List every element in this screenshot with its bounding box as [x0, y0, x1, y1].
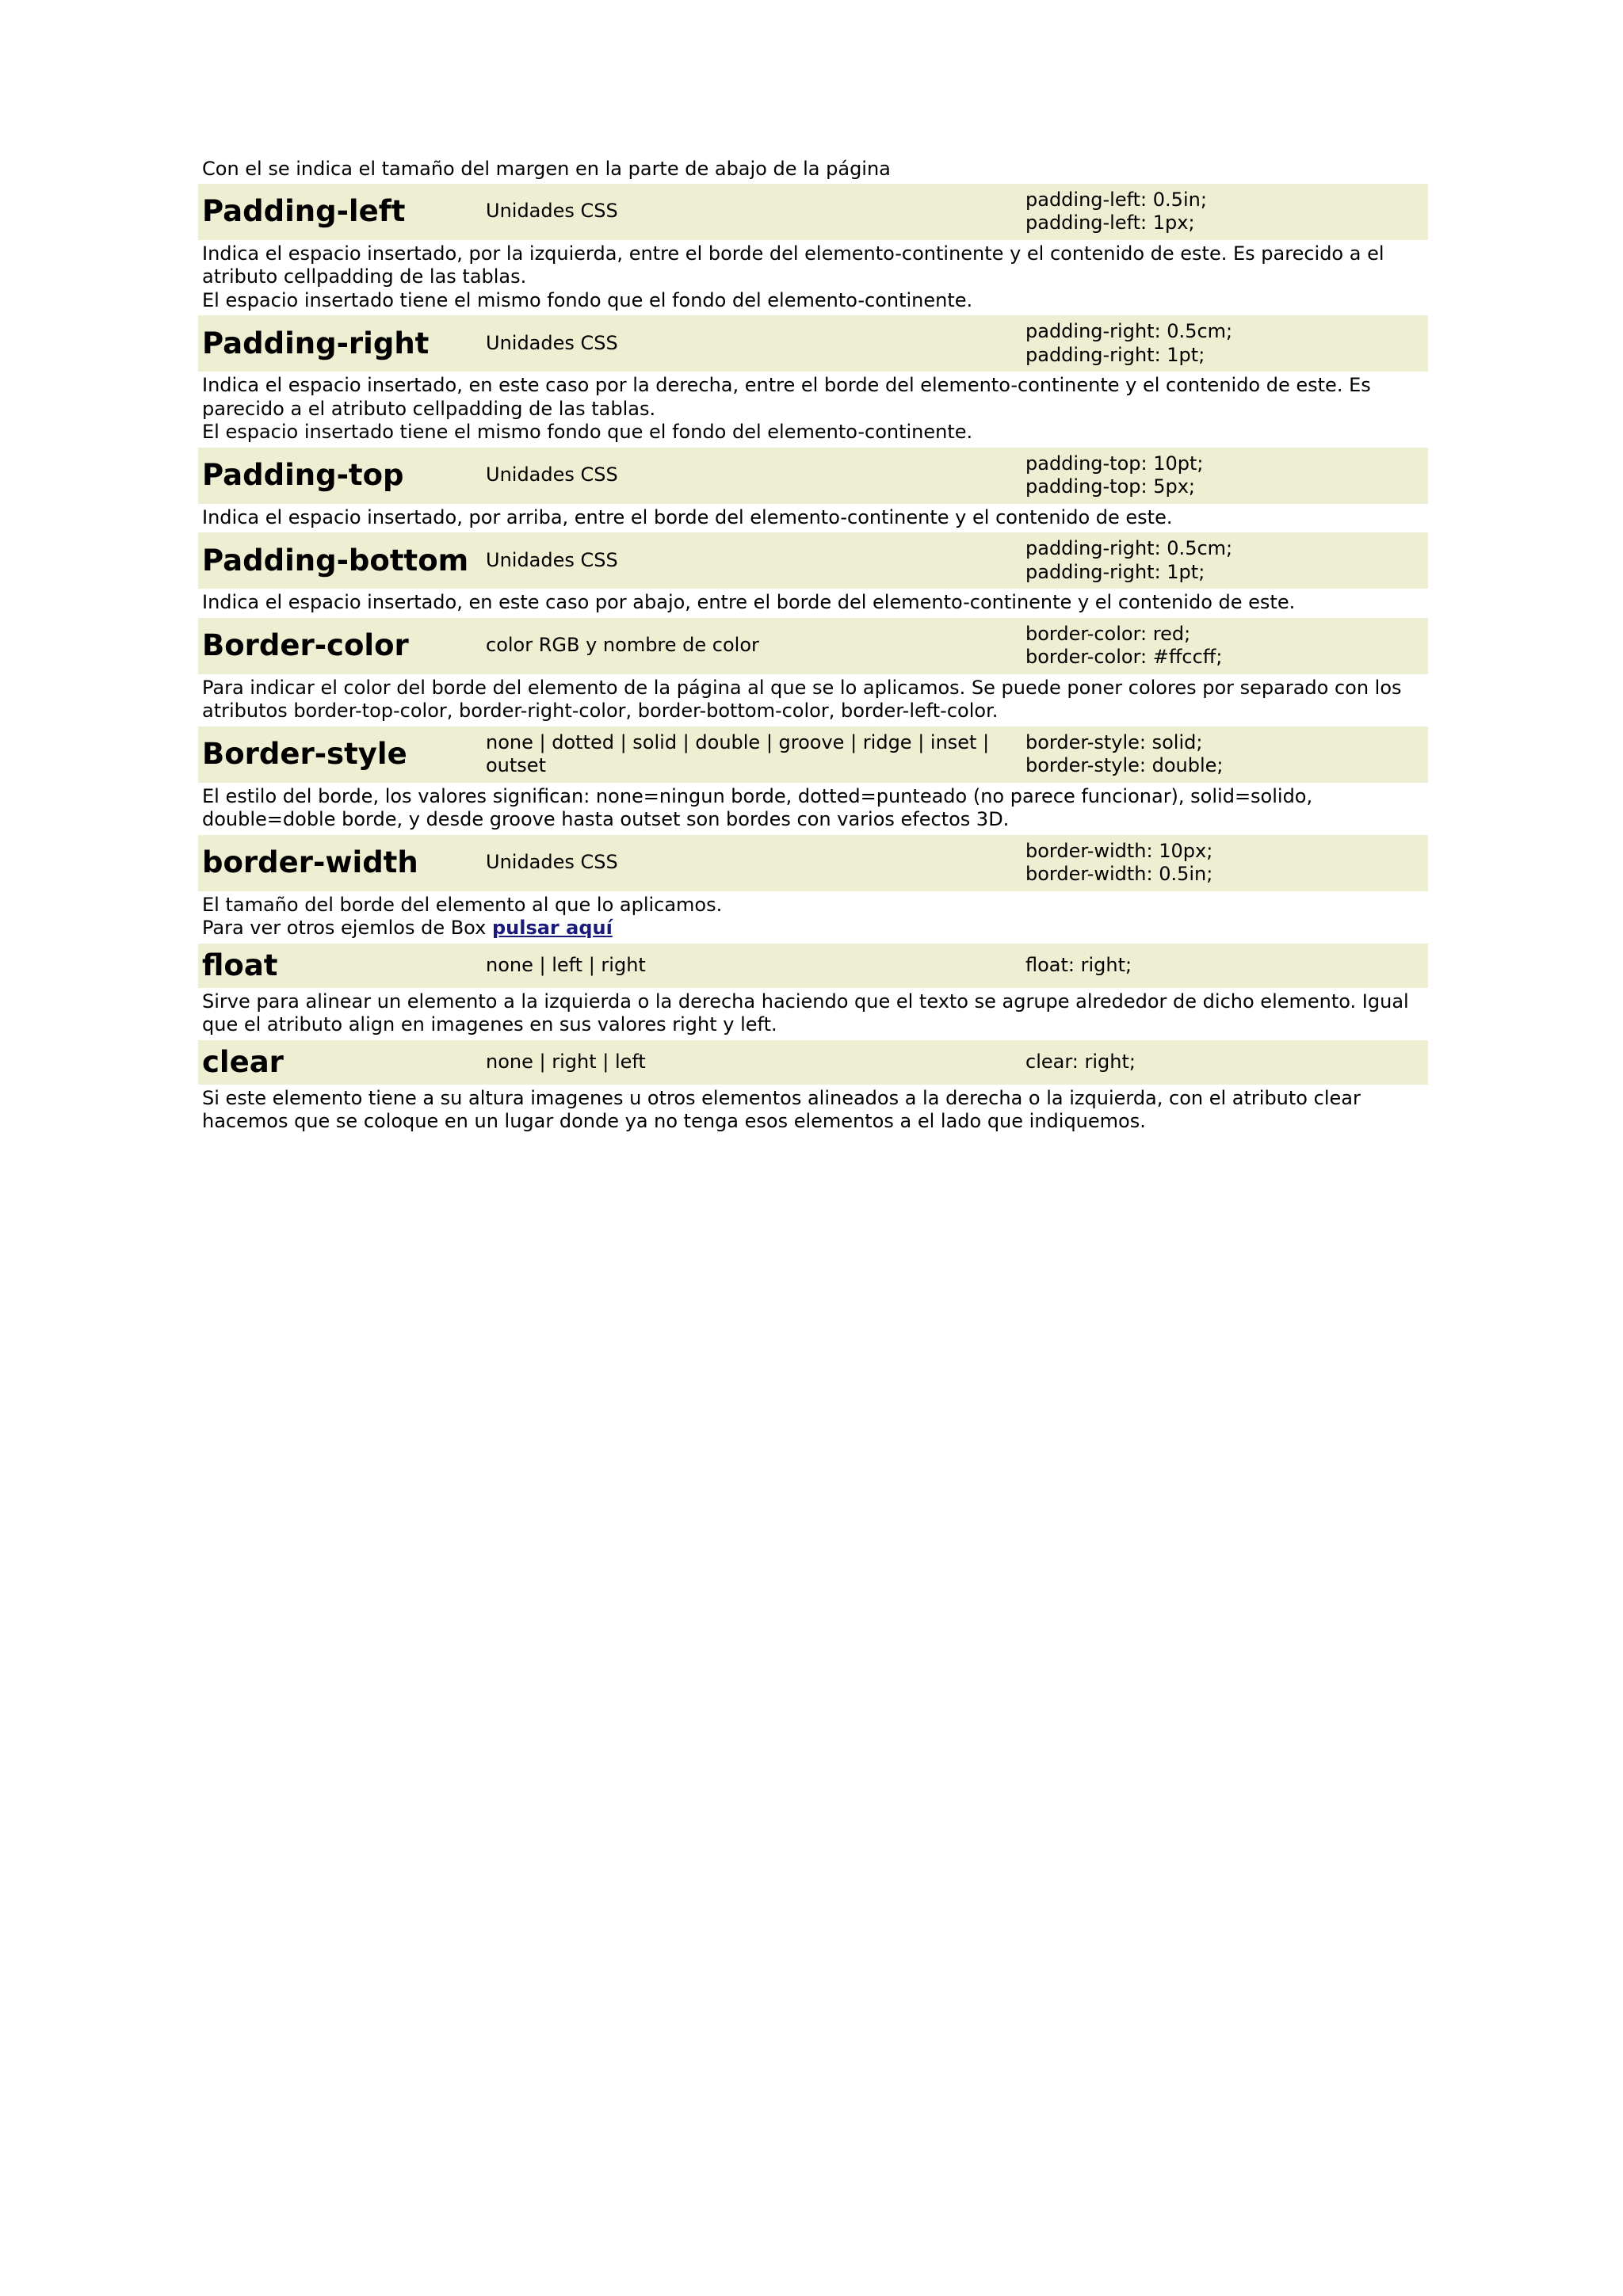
example-line: padding-left: 0.5in;	[1025, 188, 1207, 211]
example-line: padding-right: 0.5cm;	[1025, 537, 1233, 559]
property-values: Unidades CSS	[486, 200, 618, 223]
example-line: padding-right: 1pt;	[1025, 560, 1205, 583]
property-row-border-width	[198, 835, 1428, 891]
description-line: Si este elemento tiene a su altura imagenes u otros elementos alineados a la derecha o la izquierda, con el atributo clear	[202, 1086, 1361, 1109]
description-line: Indica el espacio insertado, en este caso por la derecha, entre el borde del elemento-continente y el contenido de este. Es	[202, 374, 1371, 396]
example-line: padding-right: 1pt;	[1025, 343, 1205, 366]
property-row-padding-left	[198, 184, 1428, 240]
example-line: border-style: solid;	[1025, 730, 1203, 753]
property-examples	[1025, 1051, 1428, 1074]
description-line: El espacio insertado tiene el mismo fondo que el fondo del elemento-continente.	[202, 421, 973, 443]
property-description	[198, 674, 1428, 727]
property-values: none | left | right	[486, 953, 646, 976]
property-values: none | dotted | solid | double | groove | ridge | inset | outset	[486, 730, 990, 776]
intro-text: Con el se indica el tamaño del margen en la parte de abajo de la página	[202, 158, 891, 180]
example-line: padding-right: 0.5cm;	[1025, 320, 1233, 342]
property-examples	[1025, 452, 1428, 499]
property-values: Unidades CSS	[486, 331, 618, 354]
property-name: Padding-left	[202, 194, 406, 228]
description-line: El tamaño del borde del elemento al que lo aplicamos.	[202, 893, 723, 916]
box-examples-link[interactable]: pulsar aquí	[491, 917, 613, 939]
property-examples	[1025, 954, 1428, 978]
property-description	[198, 372, 1428, 448]
example-line: border-width: 0.5in;	[1025, 863, 1213, 885]
property-values: Unidades CSS	[486, 851, 618, 874]
document-body	[198, 158, 1428, 1137]
property-name: Padding-top	[202, 458, 404, 492]
description-line: El estilo del borde, los valores significan: none=ningun borde, dotted=punteado (no parece funcionar), solid=solido,	[202, 784, 1313, 807]
example-line: padding-top: 5px;	[1025, 475, 1196, 498]
property-values: none | right | left	[486, 1050, 646, 1073]
property-row-clear	[198, 1040, 1428, 1085]
property-row-border-color	[198, 618, 1428, 674]
property-examples	[1025, 189, 1428, 235]
description-line: Indica el espacio insertado, por la izquierda, entre el borde del elemento-continente y el contenido de este. Es parecido a el	[202, 242, 1384, 265]
example-line: border-color: #ffccff;	[1025, 646, 1223, 668]
description-line: Sirve para alinear un elemento a la izquierda o la derecha haciendo que el texto se agrupe alrededor de dicho elemento. Igual	[202, 990, 1409, 1013]
description-line: hacemos que se coloque en un lugar donde ya no tenga esos elementos a el lado que indiquemos.	[202, 1110, 1146, 1132]
property-description	[198, 589, 1428, 618]
box-examples-line	[202, 917, 1428, 940]
property-examples	[1025, 731, 1428, 778]
example-line: padding-top: 10pt;	[1025, 452, 1204, 475]
property-name: border-width	[202, 845, 418, 879]
property-examples	[1025, 623, 1428, 669]
property-name: Border-color	[202, 628, 409, 662]
property-description	[198, 783, 1428, 835]
property-description	[198, 240, 1428, 316]
description-line: double=doble borde, y desde groove hasta outset son bordes con varios efectos 3D.	[202, 808, 1010, 830]
property-name: Padding-right	[202, 326, 430, 360]
property-values: color RGB y nombre de color	[486, 634, 759, 657]
property-name: float	[202, 948, 278, 982]
description-line: Para indicar el color del borde del elemento de la página al que se lo aplicamos. Se puede poner colores por separado con los	[202, 676, 1402, 699]
property-description	[198, 891, 1428, 944]
description-line: Indica el espacio insertado, por arriba, entre el borde del elemento-continente y el contenido de este.	[202, 505, 1173, 528]
property-row-padding-bottom	[198, 532, 1428, 589]
example-line: clear: right;	[1025, 1050, 1136, 1073]
example-line: float: right;	[1025, 953, 1132, 976]
property-description	[198, 988, 1428, 1040]
property-examples	[1025, 537, 1428, 584]
description-line: parecido a el atributo cellpadding de las tablas.	[202, 397, 656, 420]
property-values: Unidades CSS	[486, 463, 618, 486]
description-line: atributo cellpadding de las tablas.	[202, 265, 527, 288]
property-name: Border-style	[202, 737, 407, 771]
description-line: Indica el espacio insertado, en este caso por abajo, entre el borde del elemento-continente y el contenido de este.	[202, 591, 1296, 613]
box-examples-prefix: Para ver otros ejemlos de Box	[202, 917, 492, 939]
property-row-padding-right	[198, 315, 1428, 372]
property-row-padding-top	[198, 448, 1428, 504]
property-name: Padding-bottom	[202, 543, 469, 578]
property-examples	[1025, 840, 1428, 887]
property-name: clear	[202, 1044, 284, 1079]
description-line: El espacio insertado tiene el mismo fondo que el fondo del elemento-continente.	[202, 288, 973, 311]
property-row-float	[198, 944, 1428, 988]
example-line: border-width: 10px;	[1025, 839, 1213, 862]
description-line: que el atributo align en imagenes en sus valores right y left.	[202, 1013, 777, 1035]
property-description	[198, 504, 1428, 533]
property-values: Unidades CSS	[486, 548, 618, 571]
example-line: padding-left: 1px;	[1025, 212, 1195, 234]
description-line: atributos border-top-color, border-right-color, border-bottom-color, border-left-color.	[202, 700, 999, 722]
property-row-border-style	[198, 727, 1428, 783]
example-line: border-color: red;	[1025, 622, 1191, 645]
property-description	[198, 1085, 1428, 1137]
example-line: border-style: double;	[1025, 754, 1224, 776]
property-examples	[1025, 320, 1428, 367]
